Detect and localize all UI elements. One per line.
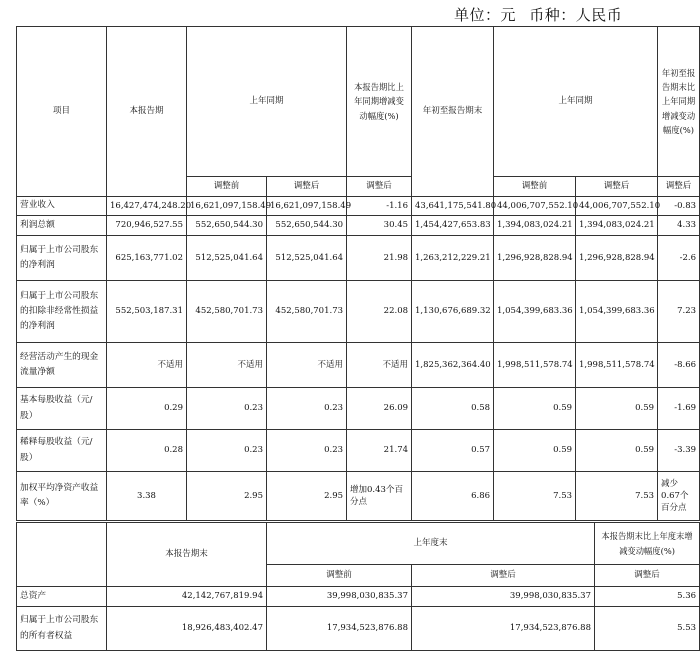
table-row <box>17 236 700 281</box>
header-prior-same: 上年同期 <box>187 27 347 177</box>
cell-change-2: 减少0.67个百分点 <box>658 472 700 521</box>
cell-after: 不适用 <box>267 343 347 388</box>
cell-ytd: 1,454,427,653.83 <box>412 216 494 236</box>
cell-before-2: 0.59 <box>494 388 576 430</box>
cell-before: 0.23 <box>187 388 267 430</box>
cell-change: 不适用 <box>347 343 412 388</box>
cell-change: -1.16 <box>347 197 412 216</box>
cell-current: 552,503,187.31 <box>107 281 187 343</box>
table-row <box>17 197 700 216</box>
cell-change: 增加0.43个百分点 <box>347 472 412 521</box>
header-prior-year-end: 上年度末 <box>267 523 595 565</box>
header-after-adj: 调整后 <box>412 565 595 587</box>
header-after-adj-2: 调整后 <box>576 177 658 197</box>
header-ytd: 年初至报告期末 <box>412 27 494 197</box>
table-row <box>17 472 700 521</box>
cell-after: 452,580,701.73 <box>267 281 347 343</box>
cell-current: 0.29 <box>107 388 187 430</box>
cell-ytd: 43,641,175,541.80 <box>412 197 494 216</box>
cell-period-end: 42,142,767,819.94 <box>107 587 267 607</box>
cell-before: 16,621,097,158.49 <box>187 197 267 216</box>
cell-before: 0.23 <box>187 430 267 472</box>
cell-change: 5.53 <box>595 607 700 651</box>
row-label: 基本每股收益（元/股） <box>17 388 107 430</box>
table-row <box>17 343 700 388</box>
cell-after-2: 1,998,511,578.74 <box>576 343 658 388</box>
cell-before: 17,934,523,876.88 <box>267 607 412 651</box>
cell-current: 16,427,474,248.20 <box>107 197 187 216</box>
cell-change-2: 4.33 <box>658 216 700 236</box>
header-after-adj-change: 调整后 <box>595 565 700 587</box>
cell-current: 不适用 <box>107 343 187 388</box>
cell-ytd: 1,263,212,229.21 <box>412 236 494 281</box>
cell-change: 26.09 <box>347 388 412 430</box>
cell-ytd: 0.58 <box>412 388 494 430</box>
header-before-adj-2: 调整前 <box>494 177 576 197</box>
header-change: 本报告期末比上年度末增减变动幅度(%) <box>595 523 700 565</box>
cell-after: 0.23 <box>267 388 347 430</box>
header-after-adj: 调整后 <box>267 177 347 197</box>
header-item: 项目 <box>17 27 107 197</box>
cell-before: 512,525,041.64 <box>187 236 267 281</box>
cell-after-2: 1,054,399,683.36 <box>576 281 658 343</box>
financial-table-main <box>16 26 700 521</box>
cell-period-end: 18,926,483,402.47 <box>107 607 267 651</box>
cell-current: 720,946,527.55 <box>107 216 187 236</box>
row-label: 营业收入 <box>17 197 107 216</box>
cell-after-2: 1,394,083,024.21 <box>576 216 658 236</box>
header-period-end: 本报告期末 <box>107 523 267 587</box>
cell-before-2: 1,296,928,828.94 <box>494 236 576 281</box>
cell-after-2: 0.59 <box>576 430 658 472</box>
table-row <box>17 430 700 472</box>
cell-ytd: 0.57 <box>412 430 494 472</box>
header-after-adj-change-2: 调整后 <box>658 177 700 197</box>
cell-before: 39,998,030,835.37 <box>267 587 412 607</box>
cell-before: 2.95 <box>187 472 267 521</box>
table-row <box>17 281 700 343</box>
cell-change: 30.45 <box>347 216 412 236</box>
cell-change-2: -1.69 <box>658 388 700 430</box>
row-label: 归属于上市公司股东的净利润 <box>17 236 107 281</box>
header-yoy-change: 本报告期比上年同期增减变动幅度(%) <box>347 27 412 177</box>
cell-change: 22.08 <box>347 281 412 343</box>
cell-current: 0.28 <box>107 430 187 472</box>
row-label: 加权平均净资产收益率（%） <box>17 472 107 521</box>
unit-label: 单位：元 <box>454 6 517 24</box>
header-blank <box>17 523 107 587</box>
row-label: 总资产 <box>17 587 107 607</box>
row-label: 利润总额 <box>17 216 107 236</box>
cell-before-2: 44,006,707,552.10 <box>494 197 576 216</box>
cell-after-2: 7.53 <box>576 472 658 521</box>
header-before-adj: 调整前 <box>267 565 412 587</box>
cell-before-2: 1,054,399,683.36 <box>494 281 576 343</box>
cell-after: 2.95 <box>267 472 347 521</box>
table-row <box>17 216 700 236</box>
cell-ytd: 1,825,362,364.40 <box>412 343 494 388</box>
cell-before: 452,580,701.73 <box>187 281 267 343</box>
cell-before: 552,650,544.30 <box>187 216 267 236</box>
cell-change-2: -8.66 <box>658 343 700 388</box>
header-before-adj: 调整前 <box>187 177 267 197</box>
cell-before-2: 1,998,511,578.74 <box>494 343 576 388</box>
header-ytd-change: 年初至报告期末比上年同期增减变动幅度(%) <box>658 27 700 177</box>
cell-after: 16,621,097,158.49 <box>267 197 347 216</box>
cell-before-2: 1,394,083,024.21 <box>494 216 576 236</box>
header-prior-same-2: 上年同期 <box>494 27 658 177</box>
cell-after: 0.23 <box>267 430 347 472</box>
cell-before-2: 0.59 <box>494 430 576 472</box>
cell-change-2: -0.83 <box>658 197 700 216</box>
header-after-adj-change: 调整后 <box>347 177 412 197</box>
table-row <box>17 587 700 607</box>
row-label: 归属于上市公司股东的所有者权益 <box>17 607 107 651</box>
row-label: 归属于上市公司股东的扣除非经常性损益的净利润 <box>17 281 107 343</box>
table-row <box>17 607 700 651</box>
cell-after-2: 0.59 <box>576 388 658 430</box>
cell-change: 5.36 <box>595 587 700 607</box>
header-current: 本报告期 <box>107 27 187 197</box>
cell-after: 512,525,041.64 <box>267 236 347 281</box>
cell-current: 625,163,771.02 <box>107 236 187 281</box>
cell-current: 3.38 <box>107 472 187 521</box>
cell-ytd: 6.86 <box>412 472 494 521</box>
cell-before: 不适用 <box>187 343 267 388</box>
cell-change-2: -3.39 <box>658 430 700 472</box>
table-row <box>17 388 700 430</box>
cell-ytd: 1,130,676,689.32 <box>412 281 494 343</box>
cell-after: 39,998,030,835.37 <box>412 587 595 607</box>
cell-change: 21.74 <box>347 430 412 472</box>
cell-before-2: 7.53 <box>494 472 576 521</box>
row-label: 稀释每股收益（元/股） <box>17 430 107 472</box>
financial-table-balance <box>16 522 700 651</box>
cell-after-2: 1,296,928,828.94 <box>576 236 658 281</box>
currency-label: 币种：人民币 <box>529 6 623 24</box>
cell-after: 552,650,544.30 <box>267 216 347 236</box>
cell-change-2: -2.6 <box>658 236 700 281</box>
row-label: 经营活动产生的现金流量净额 <box>17 343 107 388</box>
cell-change: 21.98 <box>347 236 412 281</box>
cell-after: 17,934,523,876.88 <box>412 607 595 651</box>
cell-change-2: 7.23 <box>658 281 700 343</box>
unit-line <box>454 4 630 25</box>
cell-after-2: 44,006,707,552.10 <box>576 197 658 216</box>
